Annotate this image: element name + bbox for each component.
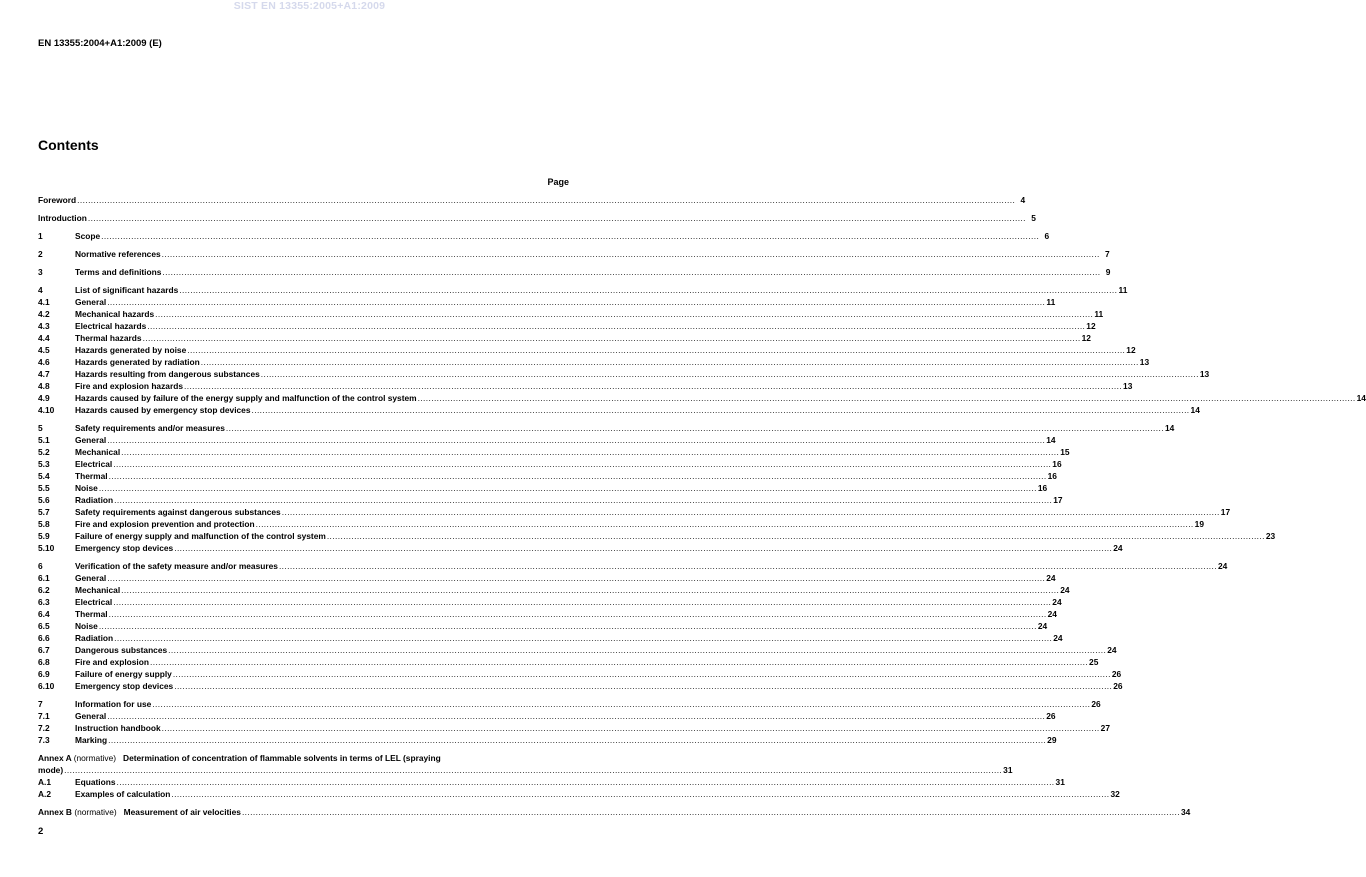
toc-entry-title: Noise: [75, 621, 98, 631]
dot-leader: [113, 458, 1051, 470]
toc-entry-number: 7.1: [38, 711, 50, 721]
toc-entry-number: 4.6: [38, 357, 50, 367]
toc-entry-page: 16: [1037, 483, 1048, 493]
toc-entry-number: 5.1: [38, 435, 50, 445]
toc-section: [38, 284, 1366, 416]
toc-entry-page: 4: [1020, 195, 1026, 205]
toc-section: [38, 194, 1026, 206]
toc-entry-number: 5.4: [38, 471, 50, 481]
table-of-contents: [38, 194, 1366, 824]
toc-entry[interactable]: [38, 542, 1123, 554]
toc-entry-title: Emergency stop devices: [75, 681, 174, 691]
toc-entry[interactable]: [38, 332, 1091, 344]
toc-entry-number: 5.8: [38, 519, 50, 529]
toc-section: [38, 422, 1276, 554]
annex-b-section: [38, 806, 1191, 818]
dot-leader: [256, 518, 1194, 530]
page-column-label: Page: [547, 177, 569, 187]
dot-leader: [77, 194, 1015, 206]
toc-entry-title: General: [75, 435, 107, 445]
toc-entry-title: Hazards resulting from dangerous substances: [75, 369, 260, 379]
toc-entry-number: 6.2: [38, 585, 50, 595]
toc-entry-page: 14: [1164, 423, 1175, 433]
dot-leader: [99, 620, 1037, 632]
toc-entry[interactable]: [38, 518, 1204, 530]
toc-entry-number: 6.8: [38, 657, 50, 667]
toc-entry-number: 6.4: [38, 609, 50, 619]
toc-entry-page: 14: [1046, 435, 1056, 445]
annex-a-page: 31: [1003, 765, 1013, 775]
dot-leader: [114, 494, 1052, 506]
toc-entry-number: 4: [38, 285, 43, 295]
toc-entry[interactable]: [38, 422, 1175, 434]
toc-entry-page: 27: [1100, 723, 1110, 733]
toc-entry-number: 7.2: [38, 723, 50, 733]
toc-entry-page: 24: [1037, 621, 1048, 631]
toc-entry-number: 5.6: [38, 495, 50, 505]
dot-leader: [121, 584, 1059, 596]
toc-entry-page: 24: [1218, 561, 1228, 571]
toc-entry-title: General: [75, 711, 107, 721]
toc-entry-number: 6.9: [38, 669, 50, 679]
toc-entry-title: Scope: [75, 231, 101, 241]
dot-leader: [201, 356, 1139, 368]
toc-entry-page: 13: [1139, 357, 1150, 367]
toc-entry-title: Terms and definitions: [75, 267, 162, 277]
toc-entry-number: A.1: [38, 777, 52, 787]
annex-a-title-line1: Determination of concentration of flammable solvents in terms of LEL (spraying: [123, 753, 441, 763]
toc-entry[interactable]: [38, 506, 1231, 518]
toc-entry-title: List of significant hazards: [75, 285, 179, 295]
toc-entry-title: Hazards caused by emergency stop devices: [75, 405, 251, 415]
toc-entry-title: Thermal hazards: [75, 333, 142, 343]
toc-entry-number: 7.3: [38, 735, 50, 745]
toc-entry[interactable]: [38, 266, 1111, 278]
dot-leader: [147, 320, 1085, 332]
toc-entry-number: 4.7: [38, 369, 50, 379]
toc-entry-number: 4.4: [38, 333, 50, 343]
toc-entry-title: Equations: [75, 777, 116, 787]
toc-entry-title: Safety requirements against dangerous substances: [75, 507, 281, 517]
toc-entry-title: General: [75, 573, 107, 583]
dot-leader: [242, 806, 1180, 818]
toc-entry-number: 4.10: [38, 405, 55, 415]
toc-entry-page: 24: [1107, 645, 1117, 655]
toc-entry-title: Examples of calculation: [75, 789, 171, 799]
dot-leader: [143, 332, 1081, 344]
dot-leader: [116, 776, 1054, 788]
dot-leader: [107, 434, 1045, 446]
toc-entry-number: 6.7: [38, 645, 50, 655]
toc-entry-page: 12: [1086, 321, 1096, 331]
toc-entry-page: 19: [1194, 519, 1204, 529]
toc-entry-number: 2: [38, 249, 43, 259]
toc-entry[interactable]: [38, 656, 1099, 668]
toc-entry[interactable]: [38, 392, 1366, 404]
toc-entry-title: Electrical: [75, 597, 113, 607]
toc-entry-title: Fire and explosion: [75, 657, 149, 667]
toc-entry-number: 4.9: [38, 393, 50, 403]
toc-entry-number: 6.6: [38, 633, 50, 643]
toc-entry-number: 6.3: [38, 597, 50, 607]
toc-entry[interactable]: [38, 668, 1122, 680]
toc-entry-title: Dangerous substances: [75, 645, 168, 655]
dot-leader: [113, 596, 1051, 608]
annex-b-label: Annex B: [38, 807, 72, 817]
toc-entry-page: 6: [1044, 231, 1050, 241]
toc-entry-number: 1: [38, 231, 43, 241]
toc-entry-title: Thermal: [75, 471, 108, 481]
dot-leader: [171, 788, 1109, 800]
toc-entry[interactable]: [38, 710, 1056, 722]
toc-entry[interactable]: [38, 644, 1117, 656]
toc-entry[interactable]: [38, 284, 1128, 296]
toc-entry-title: Information for use: [75, 699, 152, 709]
toc-entry-title: Hazards generated by radiation: [75, 357, 200, 367]
toc-entry-page: 24: [1113, 543, 1123, 553]
toc-entry-number: 5.5: [38, 483, 50, 493]
toc-entry-page: 24: [1046, 573, 1056, 583]
annex-b-title-wrap: [38, 806, 241, 818]
toc-entry-page: 26: [1111, 669, 1122, 679]
toc-entry[interactable]: [38, 230, 1050, 242]
toc-entry-number: 7: [38, 699, 43, 709]
toc-entry-number: 5: [38, 423, 43, 433]
dot-leader: [88, 212, 1026, 224]
toc-entry-page: 7: [1105, 249, 1110, 259]
dot-leader: [327, 530, 1265, 542]
toc-entry-number: 4.8: [38, 381, 50, 391]
toc-entry-title: Electrical hazards: [75, 321, 147, 331]
toc-entry-page: 11: [1118, 285, 1128, 295]
toc-entry[interactable]: [38, 632, 1063, 644]
toc-entry-page: 24: [1052, 597, 1062, 607]
toc-entry[interactable]: [38, 404, 1200, 416]
toc-entry-title: Thermal: [75, 609, 108, 619]
toc-entry[interactable]: [38, 434, 1056, 446]
toc-entry-title: Mechanical: [75, 585, 121, 595]
toc-entry[interactable]: [38, 356, 1150, 368]
toc-entry[interactable]: [38, 734, 1057, 746]
dot-leader: [109, 608, 1047, 620]
dot-leader: [107, 710, 1045, 722]
toc-entry-page: 12: [1081, 333, 1091, 343]
toc-section: [38, 248, 1110, 260]
dot-leader: [162, 722, 1100, 734]
dot-leader: [174, 680, 1112, 692]
toc-entry[interactable]: [38, 308, 1104, 320]
toc-sections: [38, 194, 1366, 746]
annex-a-kind: (normative): [73, 753, 117, 763]
toc-entry-page: 32: [1110, 789, 1120, 799]
toc-entry-number: 5.3: [38, 459, 50, 469]
dot-leader: [173, 668, 1111, 680]
toc-entry-title: Hazards caused by failure of the energy supply and malfunction of the control system: [75, 393, 417, 403]
toc-entry[interactable]: [38, 560, 1228, 572]
toc-entry-page: 16: [1047, 471, 1057, 481]
dot-leader: [226, 422, 1164, 434]
toc-entry-page: 23: [1265, 531, 1276, 541]
toc-entry-title: Mechanical: [75, 447, 121, 457]
toc-entry-page: 13: [1199, 369, 1210, 379]
toc-section: [38, 698, 1110, 746]
annex-b-kind: (normative): [74, 807, 117, 817]
toc-entry-title: Radiation: [75, 495, 114, 505]
toc-entry-title: General: [75, 297, 107, 307]
toc-entry-title: Radiation: [75, 633, 114, 643]
toc-entry-page: 26: [1113, 681, 1123, 691]
toc-entry[interactable]: [38, 698, 1101, 710]
toc-entry[interactable]: [38, 596, 1062, 608]
toc-entry[interactable]: [38, 788, 1120, 800]
annex-b-title: Measurement of air velocities: [123, 807, 241, 817]
toc-entry[interactable]: [38, 194, 1026, 206]
toc-entry-page: 24: [1060, 585, 1070, 595]
annex-a-heading-cont[interactable]: [38, 764, 1013, 776]
dot-leader: [121, 446, 1059, 458]
dot-leader: [184, 380, 1122, 392]
document-id: EN 13355:2004+A1:2009 (E): [38, 38, 162, 49]
toc-entry[interactable]: [38, 722, 1110, 734]
toc-entry-title: Mechanical hazards: [75, 309, 155, 319]
toc-entry-page: 24: [1053, 633, 1063, 643]
toc-entry[interactable]: [38, 248, 1110, 260]
watermark-text: SIST EN 13355:2005+A1:2009: [233, 0, 386, 12]
toc-entry[interactable]: [38, 296, 1056, 308]
toc-section: [38, 560, 1228, 692]
dot-leader: [162, 266, 1100, 278]
toc-entry-title: Fire and explosion prevention and protection: [75, 519, 255, 529]
toc-entry-page: 31: [1055, 777, 1065, 787]
toc-entry-page: 24: [1047, 609, 1057, 619]
annex-a-heading[interactable]: [38, 752, 569, 764]
annex-a-rows: [38, 776, 1120, 800]
toc-entry-title: Marking: [75, 735, 108, 745]
dot-leader: [150, 656, 1088, 668]
toc-entry-number: 6: [38, 561, 43, 571]
dot-leader: [252, 404, 1190, 416]
toc-section: [38, 266, 1111, 278]
toc-entry-title: Instruction handbook: [75, 723, 161, 733]
toc-entry[interactable]: [38, 572, 1056, 584]
toc-entry[interactable]: [38, 530, 1276, 542]
toc-entry[interactable]: [38, 344, 1136, 356]
toc-entry-title: Fire and explosion hazards: [75, 381, 183, 391]
toc-entry-page: 17: [1053, 495, 1063, 505]
dot-leader: [152, 698, 1090, 710]
dot-leader: [179, 284, 1117, 296]
dot-leader: [168, 644, 1106, 656]
toc-entry-page: 14: [1190, 405, 1200, 415]
toc-entry-number: 5.7: [38, 507, 50, 517]
toc-entry-page: 29: [1047, 735, 1057, 745]
toc-entry-number: 4.2: [38, 309, 50, 319]
dot-leader: [64, 764, 1002, 776]
toc-entry-number: 5.10: [38, 543, 55, 553]
toc-entry-title: Failure of energy supply and malfunction of the control system: [75, 531, 326, 541]
toc-entry[interactable]: [38, 380, 1133, 392]
page-number: 2: [38, 826, 44, 837]
page-title: Contents: [38, 137, 99, 153]
toc-entry-number: 4.5: [38, 345, 50, 355]
toc-entry-page: 26: [1046, 711, 1056, 721]
toc-entry-page: 26: [1091, 699, 1101, 709]
toc-entry-page: 14: [1356, 393, 1366, 403]
dot-leader: [418, 392, 1356, 404]
dot-leader: [155, 308, 1093, 320]
toc-entry-number: 6.5: [38, 621, 50, 631]
toc-entry-title: Noise: [75, 483, 98, 493]
toc-entry-number: 5.2: [38, 447, 50, 457]
dot-leader: [162, 248, 1100, 260]
toc-entry-title: Verification of the safety measure and/or measures: [75, 561, 278, 571]
toc-entry-page: 9: [1105, 267, 1111, 277]
toc-entry-title: Electrical: [75, 459, 113, 469]
dot-leader: [187, 344, 1125, 356]
dot-leader: [261, 368, 1199, 380]
toc-entry[interactable]: [38, 482, 1048, 494]
dot-leader: [107, 296, 1045, 308]
toc-entry-page: 16: [1052, 459, 1062, 469]
toc-entry-page: 11: [1094, 309, 1104, 319]
toc-entry[interactable]: [38, 470, 1057, 482]
toc-entry[interactable]: [38, 776, 1065, 788]
annex-a-title-line2: mode): [38, 765, 64, 775]
toc-entry-page: 11: [1046, 297, 1056, 307]
annex-b-heading[interactable]: [38, 806, 1191, 818]
toc-entry-title: Introduction: [38, 213, 87, 223]
toc-entry-page: 5: [1031, 213, 1036, 223]
toc-entry[interactable]: [38, 446, 1070, 458]
annex-a-label: Annex A: [38, 753, 72, 763]
toc-entry[interactable]: [38, 494, 1063, 506]
toc-entry-number: 5.9: [38, 531, 50, 541]
dot-leader: [99, 482, 1037, 494]
toc-section: [38, 212, 1036, 224]
toc-entry[interactable]: [38, 212, 1036, 224]
annex-a-section: [38, 752, 1120, 800]
toc-entry[interactable]: [38, 320, 1096, 332]
dot-leader: [101, 230, 1039, 242]
dot-leader: [279, 560, 1217, 572]
toc-entry[interactable]: [38, 620, 1048, 632]
toc-entry[interactable]: [38, 584, 1070, 596]
toc-entry-title: Safety requirements and/or measures: [75, 423, 225, 433]
dot-leader: [282, 506, 1220, 518]
toc-section: [38, 230, 1050, 242]
dot-leader: [108, 734, 1046, 746]
toc-entry[interactable]: [38, 680, 1123, 692]
toc-entry-title: Failure of energy supply: [75, 669, 172, 679]
toc-entry-page: 13: [1123, 381, 1133, 391]
toc-entry-page: 15: [1060, 447, 1070, 457]
toc-entry-number: 3: [38, 267, 43, 277]
toc-entry-page: 12: [1126, 345, 1136, 355]
dot-leader: [114, 632, 1052, 644]
toc-entry[interactable]: [38, 608, 1057, 620]
dot-leader: [174, 542, 1112, 554]
toc-entry-title: Foreword: [38, 195, 77, 205]
toc-entry-title: Normative references: [75, 249, 161, 259]
toc-entry[interactable]: [38, 368, 1210, 380]
toc-entry-page: 25: [1089, 657, 1099, 667]
dot-leader: [107, 572, 1045, 584]
toc-entry[interactable]: [38, 458, 1062, 470]
toc-entry-page: 17: [1220, 507, 1231, 517]
dot-leader: [109, 470, 1047, 482]
toc-entry-number: 6.10: [38, 681, 55, 691]
toc-entry-title: Hazards generated by noise: [75, 345, 187, 355]
toc-entry-number: A.2: [38, 789, 52, 799]
annex-b-page: 34: [1181, 807, 1191, 817]
toc-entry-number: 6.1: [38, 573, 50, 583]
toc-entry-title: Emergency stop devices: [75, 543, 174, 553]
toc-entry-number: 4.3: [38, 321, 50, 331]
toc-entry-number: 4.1: [38, 297, 50, 307]
